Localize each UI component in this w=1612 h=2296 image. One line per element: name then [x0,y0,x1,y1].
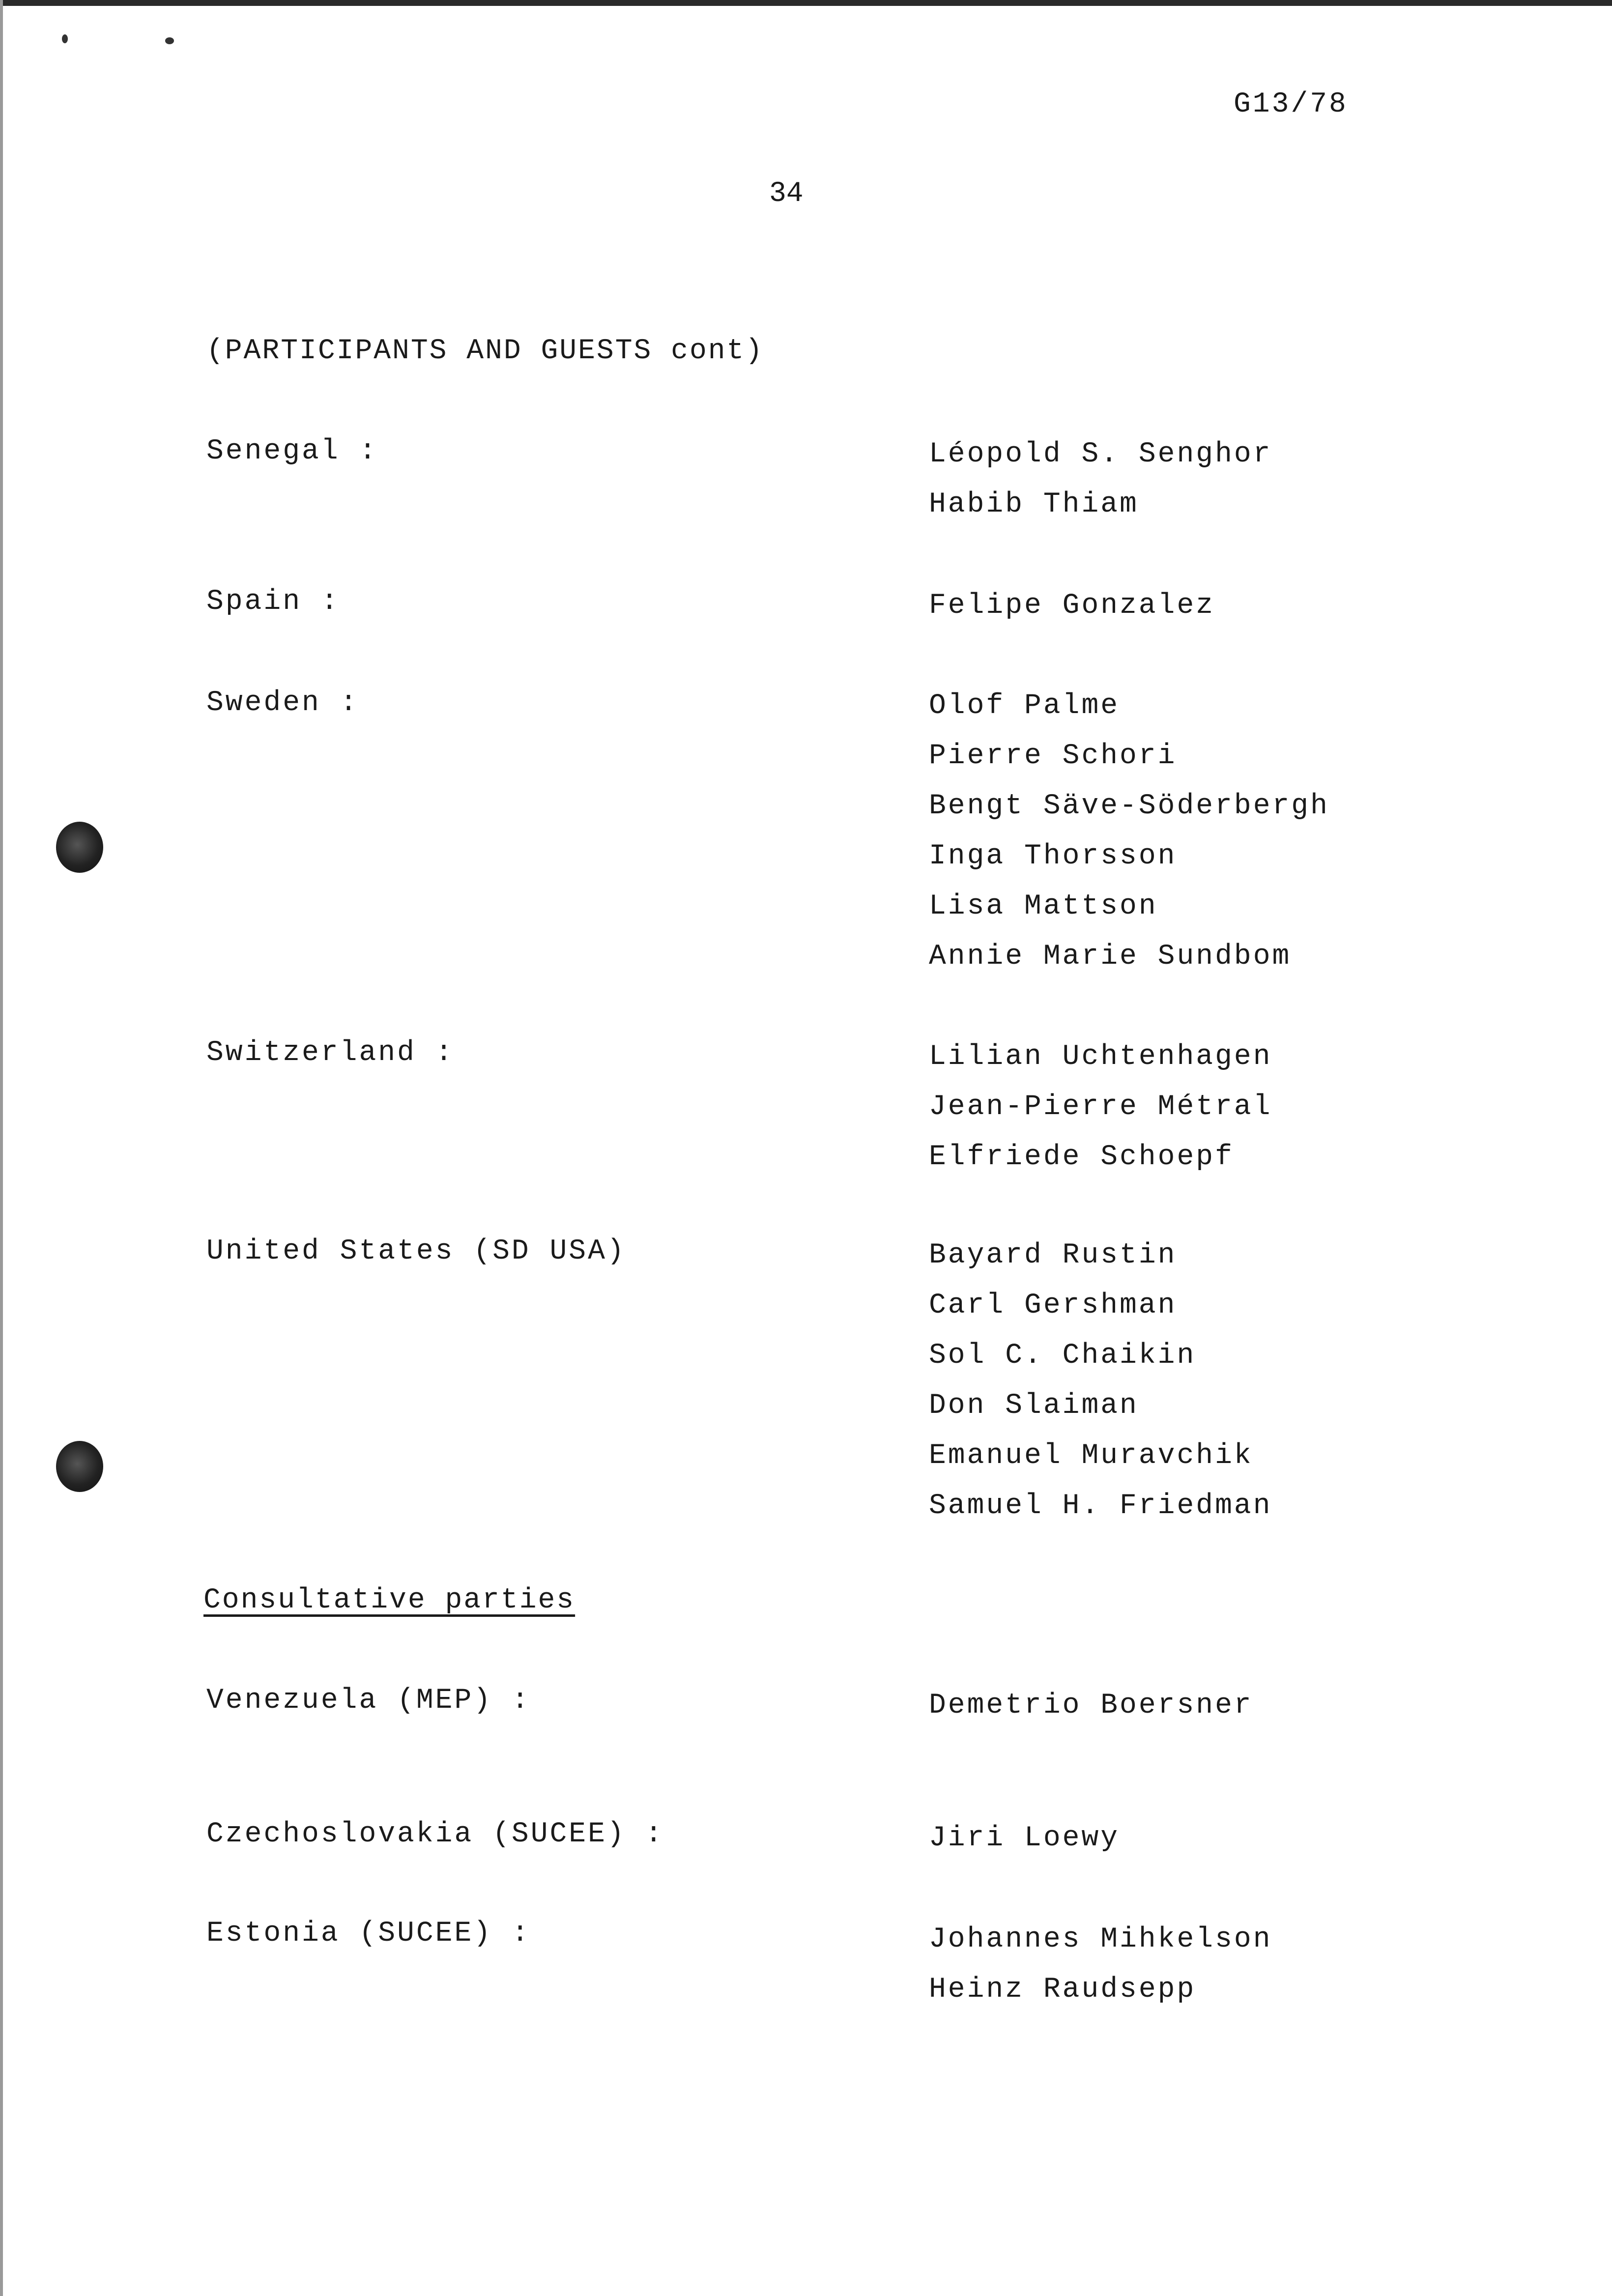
section-heading: (PARTICIPANTS AND GUESTS cont) [206,335,764,367]
delegate-name: Jean-Pierre Métral [929,1091,1272,1123]
delegate-name: Demetrio Boersner [929,1690,1253,1722]
delegate-name: Lisa Mattson [929,890,1158,922]
delegate-name: Sol C. Chaikin [929,1340,1196,1372]
consultative-parties-heading: Consultative parties [203,1584,576,1616]
delegate-name: Olof Palme [929,690,1120,722]
country-label: Sweden : [206,687,359,719]
country-label: Czechoslovakia (SUCEE) : [206,1818,664,1850]
document-reference: G13/78 [1234,88,1348,120]
delegate-name: Carl Gershman [929,1290,1177,1321]
delegate-name: Jiri Loewy [929,1822,1120,1854]
delegate-list [929,681,1329,982]
left-edge-shadow [0,0,3,2296]
punch-hole-icon [56,822,103,873]
delegate-list [929,1915,1272,2015]
delegate-list [929,581,1215,631]
delegate-name: Léopold S. Senghor [929,438,1272,470]
delegate-name: Emanuel Muravchik [929,1440,1253,1472]
delegate-name: Don Slaiman [929,1390,1139,1422]
delegate-name: Inga Thorsson [929,840,1177,872]
delegate-list [929,1032,1272,1182]
delegate-name: Felipe Gonzalez [929,590,1215,622]
delegate-list [929,430,1272,530]
country-label: Senegal : [206,435,378,467]
delegate-name: Elfriede Schoepf [929,1141,1234,1173]
delegate-name: Lilian Uchtenhagen [929,1041,1272,1073]
country-label: Spain : [206,586,340,618]
delegate-name: Bengt Säve-Söderbergh [929,790,1329,822]
country-label: Estonia (SUCEE) : [206,1918,531,1950]
delegate-list [929,1813,1120,1864]
delegate-name: Annie Marie Sundbom [929,941,1292,973]
top-edge-rule [0,0,1612,6]
page-number: 34 [769,178,804,210]
delegate-list [929,1231,1272,1531]
punch-hole-icon [56,1441,103,1492]
delegate-name: Bayard Rustin [929,1239,1177,1271]
delegate-name: Habib Thiam [929,488,1139,520]
scan-speck [165,37,174,44]
delegate-name: Samuel H. Friedman [929,1490,1272,1522]
delegate-name: Pierre Schori [929,740,1177,772]
country-label: United States (SD USA) [206,1235,626,1267]
delegate-list [929,1681,1253,1731]
country-label: Switzerland : [206,1037,455,1069]
delegate-name: Johannes Mihkelson [929,1923,1272,1955]
country-label: Venezuela (MEP) : [206,1685,531,1717]
scan-speck [62,34,68,43]
delegate-name: Heinz Raudsepp [929,1974,1196,2006]
